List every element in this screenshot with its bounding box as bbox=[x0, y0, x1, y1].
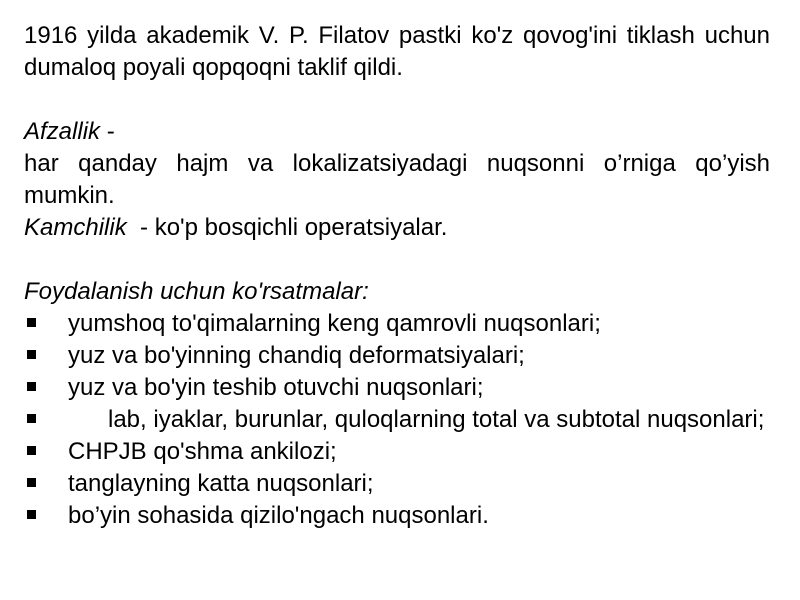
list-item bbox=[24, 404, 770, 436]
list-item bbox=[24, 340, 770, 372]
advantage-heading bbox=[24, 116, 770, 148]
list-item-text: lab, iyaklar, burunlar, quloqlarning total va subtotal nuqsonlari; bbox=[108, 406, 765, 433]
advantage-separator: - bbox=[100, 118, 115, 145]
advantage-label: Afzallik bbox=[24, 118, 101, 145]
square-bullet-icon bbox=[27, 446, 36, 455]
disadvantage-line bbox=[24, 212, 770, 244]
spacer bbox=[24, 84, 770, 116]
disadvantage-text: - ko'p bosqichli operatsiyalar. bbox=[126, 214, 448, 241]
square-bullet-icon bbox=[27, 382, 36, 391]
square-bullet-icon bbox=[27, 510, 36, 519]
list-item bbox=[24, 500, 770, 532]
spacer bbox=[24, 244, 770, 276]
slide-content bbox=[24, 20, 770, 532]
list-item bbox=[24, 308, 770, 340]
list-item-text: yumshoq to'qimalarning keng qamrovli nuqsonlari; bbox=[68, 310, 601, 337]
disadvantage-label: Kamchilik bbox=[24, 214, 127, 241]
list-item bbox=[24, 468, 770, 500]
list-item bbox=[24, 372, 770, 404]
square-bullet-icon bbox=[27, 318, 36, 327]
indications-list bbox=[24, 308, 770, 532]
intro-paragraph: 1916 yilda akademik V. P. Filatov pastki ko'z qovog'ini tiklash uchun dumaloq poyali qopqoqni taklif qildi. bbox=[24, 22, 770, 81]
list-item-text: CHPJB qo'shma ankilozi; bbox=[68, 438, 337, 465]
advantage-text: har qanday hajm va lokalizatsiyadagi nuqsonni o’rniga qo’yish mumkin. bbox=[24, 150, 770, 209]
list-item-text: yuz va bo'yin teshib otuvchi nuqsonlari; bbox=[68, 374, 484, 401]
list-item-text: yuz va bo'yinning chandiq deformatsiyalari; bbox=[68, 342, 525, 369]
list-item-text: bo’yin sohasida qizilo'ngach nuqsonlari. bbox=[68, 502, 489, 529]
list-item bbox=[24, 436, 770, 468]
square-bullet-icon bbox=[27, 414, 36, 423]
square-bullet-icon bbox=[27, 478, 36, 487]
list-item-text: tanglayning katta nuqsonlari; bbox=[68, 470, 374, 497]
indications-heading: Foydalanish uchun ko'rsatmalar: bbox=[24, 278, 369, 305]
square-bullet-icon bbox=[27, 350, 36, 359]
